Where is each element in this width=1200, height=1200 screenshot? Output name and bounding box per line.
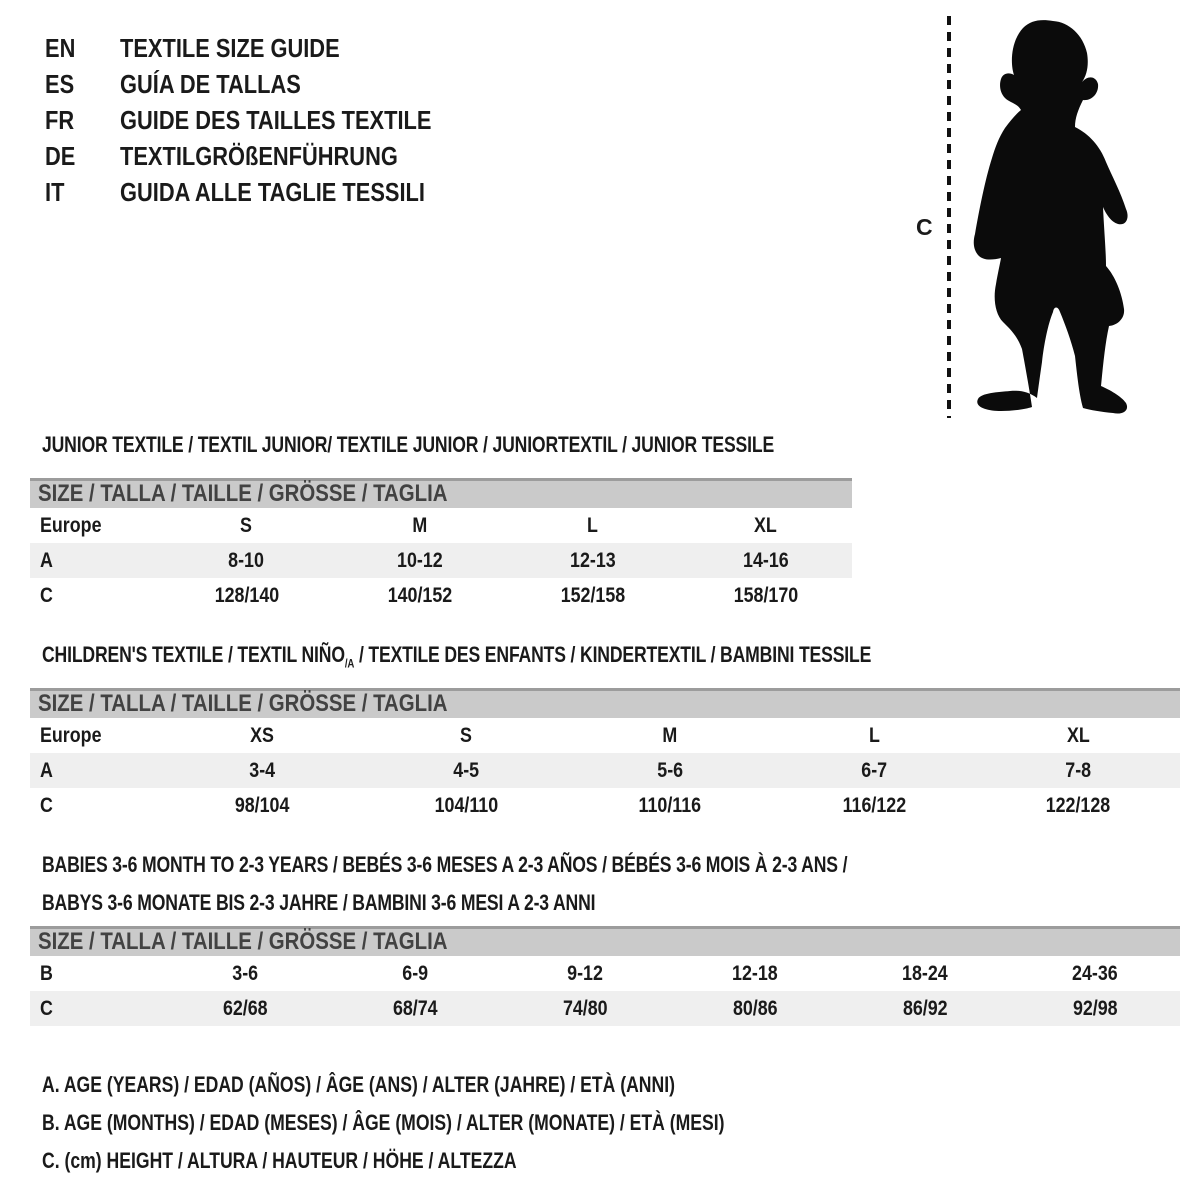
table-row — [30, 718, 1180, 753]
table-row — [30, 753, 1180, 788]
junior-section-title: JUNIOR TEXTILE / TEXTIL JUNIOR/ TEXTILE JUNIOR / JUNIORTEXTIL / JUNIOR TESSILE — [42, 432, 775, 457]
age-cell: 12-18 — [732, 961, 778, 985]
legend-line-b: B. AGE (MONTHS) / EDAD (MESES) / ÂGE (MOIS) / ALTER (MONATE) / ETÀ (MESI) — [42, 1110, 725, 1135]
age-cell: 24-36 — [1072, 961, 1118, 985]
babies-size-header-bar: SIZE / TALLA / TAILLE / GRÖSSE / TAGLIA — [30, 926, 1180, 956]
size-cell: XL — [1066, 723, 1090, 747]
height-cell: 122/128 — [1045, 793, 1111, 817]
age-cell: 6-9 — [402, 961, 428, 985]
language-code: ES — [45, 68, 75, 99]
babies-size-table — [30, 926, 1180, 1026]
height-dashed-line — [944, 16, 954, 418]
age-cell: 3-4 — [249, 758, 275, 782]
language-title-list — [45, 30, 491, 210]
height-cell: 98/104 — [234, 793, 290, 817]
age-cell: 5-6 — [657, 758, 683, 782]
legend-line-a: A. AGE (YEARS) / EDAD (AÑOS) / ÂGE (ANS) / ALTER (JAHRE) / ETÀ (ANNI) — [42, 1072, 675, 1097]
language-guide-title: TEXTILGRÖßENFÜHRUNG — [120, 140, 398, 171]
row-label: Europe — [40, 723, 102, 747]
age-cell: 12-13 — [569, 548, 616, 572]
row-label: B — [40, 961, 53, 985]
table-row — [30, 578, 852, 613]
age-cell: 4-5 — [453, 758, 479, 782]
language-guide-title: TEXTILE SIZE GUIDE — [120, 32, 340, 63]
height-cell: 74/80 — [562, 996, 608, 1020]
size-cell: M — [412, 513, 427, 537]
language-guide-title: GUÍA DE TALLAS — [120, 68, 301, 99]
toddler-silhouette — [965, 15, 1137, 417]
age-cell: 9-12 — [567, 961, 603, 985]
legend-line-c: C. (cm) HEIGHT / ALTURA / HAUTEUR / HÖHE / ALTEZZA — [42, 1148, 517, 1173]
size-cell: XL — [754, 513, 777, 537]
junior-size-table — [30, 478, 852, 613]
language-row-es — [45, 66, 491, 102]
height-cell: 80/86 — [732, 996, 778, 1020]
language-guide-title: GUIDA ALLE TAGLIE TESSILI — [120, 176, 425, 207]
size-cell: S — [460, 723, 472, 747]
age-cell: 3-6 — [232, 961, 258, 985]
table-row — [30, 788, 1180, 823]
language-code: FR — [45, 104, 75, 135]
language-row-it — [45, 174, 491, 210]
row-label: A — [40, 548, 53, 572]
language-row-de — [45, 138, 491, 174]
size-cell: M — [662, 723, 678, 747]
height-cell: 86/92 — [902, 996, 948, 1020]
size-cell: L — [587, 513, 598, 537]
language-row-en — [45, 30, 491, 66]
height-cell: 128/140 — [214, 583, 279, 607]
height-cell: 116/122 — [842, 793, 906, 817]
table-row — [30, 956, 1180, 991]
language-code: EN — [45, 32, 76, 63]
measure-legend — [42, 1066, 895, 1180]
height-cell: 110/116 — [638, 793, 702, 817]
row-label: Europe — [40, 513, 102, 537]
size-cell: S — [240, 513, 253, 537]
height-cell: 92/98 — [1072, 996, 1118, 1020]
age-cell: 18-24 — [902, 961, 948, 985]
table-row — [30, 508, 852, 543]
row-label: A — [40, 758, 53, 782]
height-cell: 62/68 — [222, 996, 268, 1020]
language-code: DE — [45, 140, 76, 171]
size-cell: XS — [250, 723, 274, 747]
height-cell: 140/152 — [387, 583, 452, 607]
age-cell: 8-10 — [228, 548, 265, 572]
age-cell: 7-8 — [1065, 758, 1091, 782]
age-cell: 10-12 — [396, 548, 443, 572]
size-cell: L — [868, 723, 880, 747]
height-measure-label: C — [916, 214, 933, 240]
row-label: C — [40, 996, 53, 1020]
language-row-fr — [45, 102, 491, 138]
children-size-table — [30, 688, 1180, 823]
height-cell: 152/158 — [560, 583, 625, 607]
children-size-header-bar: SIZE / TALLA / TAILLE / GRÖSSE / TAGLIA — [30, 688, 1180, 718]
age-cell: 14-16 — [742, 548, 789, 572]
height-cell: 68/74 — [392, 996, 438, 1020]
babies-section-title: BABIES 3-6 MONTH TO 2-3 YEARS / BEBÉS 3-6 MESES A 2-3 AÑOS / BÉBÉS 3-6 MOIS À 2-3 ANS / BABYS 3-6 MONATE BIS 2-3 JAHRE / BAMBINI 3-6 MESI A 2-3 ANNI — [42, 852, 848, 915]
table-row — [30, 543, 852, 578]
height-cell: 104/110 — [434, 793, 498, 817]
age-cell: 6-7 — [861, 758, 887, 782]
height-cell: 158/170 — [733, 583, 798, 607]
junior-size-header-bar: SIZE / TALLA / TAILLE / GRÖSSE / TAGLIA — [30, 478, 852, 508]
children-section-title: CHILDREN'S TEXTILE / TEXTIL $NIÑO_{/A}$ / TEXTILE DES ENFANTS / KINDERTEXTIL / BAMBINI TESSILE — [42, 642, 872, 671]
table-row — [30, 991, 1180, 1026]
language-guide-title: GUIDE DES TAILLES TEXTILE — [120, 104, 432, 135]
language-code: IT — [45, 176, 65, 207]
row-label: C — [40, 793, 53, 817]
row-label: C — [40, 583, 53, 607]
nino-a-subscript: /A — [344, 656, 355, 671]
